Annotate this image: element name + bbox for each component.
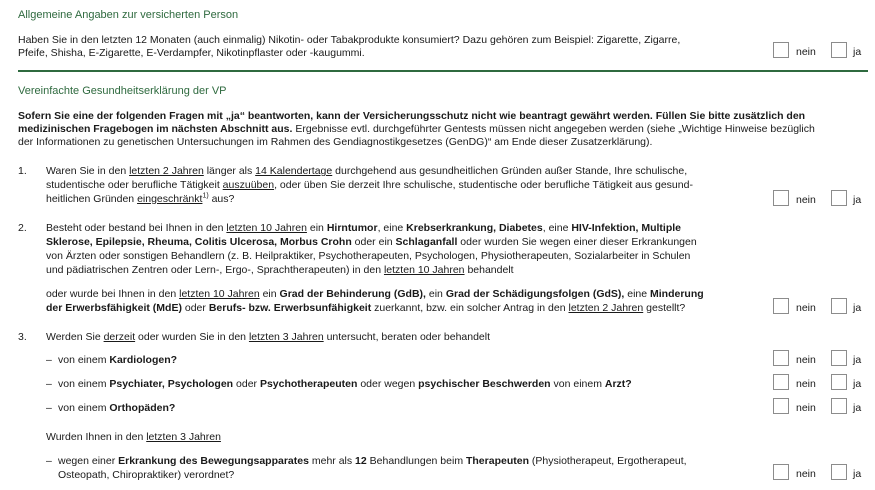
q3b-no-checkbox[interactable] (773, 374, 789, 390)
q2-yes-label: ja (853, 302, 862, 314)
section-title-general: Allgemeine Angaben zur versicherten Person (18, 9, 239, 21)
q3d-yes-checkbox[interactable] (831, 464, 847, 480)
question-2-text-part2: oder wurde bei Ihnen in den letzten 10 Jahren ein Grad der Behinderung (GdB), ein Grad der Schädigungsfolgen (GdS), eine Minderung der Erwerbsfähigkeit (MdE) oder Berufs- bzw. Erwerbsunfähigkeit zuerkannt, bzw. ein solcher Antrag in den letzten 2 Jahren gestellt? (46, 288, 704, 314)
q3c-no-checkbox[interactable] (773, 398, 789, 414)
q3a-yes-label: ja (853, 354, 862, 366)
q3a-no-checkbox[interactable] (773, 350, 789, 366)
q1-yes-checkbox[interactable] (831, 190, 847, 206)
question-1-text: Waren Sie in den letzten 2 Jahren länger als 14 Kalendertage durchgehend aus gesundheitlichen Gründen außer Stande, Ihre schulische, studentische oder berufliche Tätigkeit auszuüben, oder üben Sie derzeit Ihre schulische, studentische oder berufliche Tätigkeit aus gesund- heitlichen Gründen eingeschränkt$^{1)}$ aus? (46, 165, 693, 205)
question-1-number: 1. (18, 165, 27, 177)
nicotine-no-label: nein (796, 46, 816, 58)
nicotine-yes-checkbox[interactable] (831, 42, 847, 58)
question-3-number: 3. (18, 331, 27, 343)
q3c-no-label: nein (796, 402, 816, 414)
dash-marker: – (46, 402, 52, 414)
q3b-yes-checkbox[interactable] (831, 374, 847, 390)
health-intro-line2: medizinischen Fragebogen im nächsten Abschnitt aus. Ergebnisse evtl. durchgeführter Gentests müssen nicht angegeben werden (siehe „Wichtige Hinweise bezüglich (18, 123, 815, 135)
q3-psychiatrist-text: von einem Psychiater, Psychologen oder Psychotherapeuten oder wegen psychischer Beschwerden von einem Arzt? (58, 378, 632, 390)
q3b-no-label: nein (796, 378, 816, 390)
nicotine-yes-label: ja (853, 46, 862, 58)
q3c-yes-label: ja (853, 402, 862, 414)
dash-marker: – (46, 354, 52, 366)
health-intro-line3: der Informationen zu genetischen Untersuchungen im Rahmen des Gendiagnostikgesetzes (GenDG)“ am Ende dieser Zusatzerklärung). (18, 136, 653, 148)
q1-no-checkbox[interactable] (773, 190, 789, 206)
nicotine-no-checkbox[interactable] (773, 42, 789, 58)
q3b-yes-label: ja (853, 378, 862, 390)
question-2-text: Besteht oder bestand bei Ihnen in den letzten 10 Jahren ein Hirntumor, eine Krebserkrankung, Diabetes, eine HIV-Infektion, Multiple Sklerose, Epilepsie, Rheuma, Colitis Ulcerosa, Morbus Crohn oder ein Schlaganfall oder wurden Sie wegen einer dieser Erkrankungen von Ärzten oder sonstigen Behandlern (z. B. Heilpraktiker, Psychotherapeuten, Psychologen, Physiotherapeuten, Sozialarbeiter in Schulen und pädiatrischen Zentren oder Lern-, Ergo-, Sprachtherapeuten) in den letzten 10 Jahren behandelt (46, 222, 697, 276)
q3-cardiologist-text: von einem Kardiologen? (58, 354, 178, 366)
question-2-number: 2. (18, 222, 27, 234)
question-3-text: Werden Sie derzeit oder wurden Sie in den letzten 3 Jahren untersucht, beraten oder behandelt (46, 331, 491, 343)
q2-yes-checkbox[interactable] (831, 298, 847, 314)
q1-no-label: nein (796, 194, 816, 206)
q2-no-checkbox[interactable] (773, 298, 789, 314)
q2-no-label: nein (796, 302, 816, 314)
q3d-no-checkbox[interactable] (773, 464, 789, 480)
q3d-no-label: nein (796, 468, 816, 480)
nicotine-question-line1: Haben Sie in den letzten 12 Monaten (auch einmalig) Nikotin- oder Tabakprodukte konsumiert? Dazu gehören zum Beispiel: Zigarette, Zigarre, (18, 34, 681, 46)
q3-prescribed-intro: Wurden Ihnen in den letzten 3 Jahren (46, 431, 221, 443)
health-intro-line1: Sofern Sie eine der folgenden Fragen mit „ja“ beantworten, kann der Versicherungsschutz nicht wie beantragt gewährt werden. Füllen Sie bitte zusätzlich den (18, 110, 806, 122)
section-divider (18, 70, 868, 72)
q3a-no-label: nein (796, 354, 816, 366)
q3c-yes-checkbox[interactable] (831, 398, 847, 414)
dash-marker: – (46, 378, 52, 390)
section-title-health: Vereinfachte Gesundheitserklärung der VP (18, 85, 227, 97)
q1-yes-label: ja (853, 194, 862, 206)
dash-marker: – (46, 455, 52, 467)
q3d-yes-label: ja (853, 468, 862, 480)
nicotine-question-line2: Pfeife, Shisha, E-Zigarette, E-Verdampfer, Nikotinpflaster oder -kaugummi. (18, 47, 365, 59)
q3-orthopedist-text: von einem Orthopäden? (58, 402, 176, 414)
q3-musculoskeletal-text: wegen einer Erkrankung des Bewegungsapparates mehr als 12 Behandlungen beim Therapeuten (Physiotherapeut, Ergotherapeut, Osteopath, Chiropraktiker) verordnet? (58, 455, 687, 481)
q3a-yes-checkbox[interactable] (831, 350, 847, 366)
